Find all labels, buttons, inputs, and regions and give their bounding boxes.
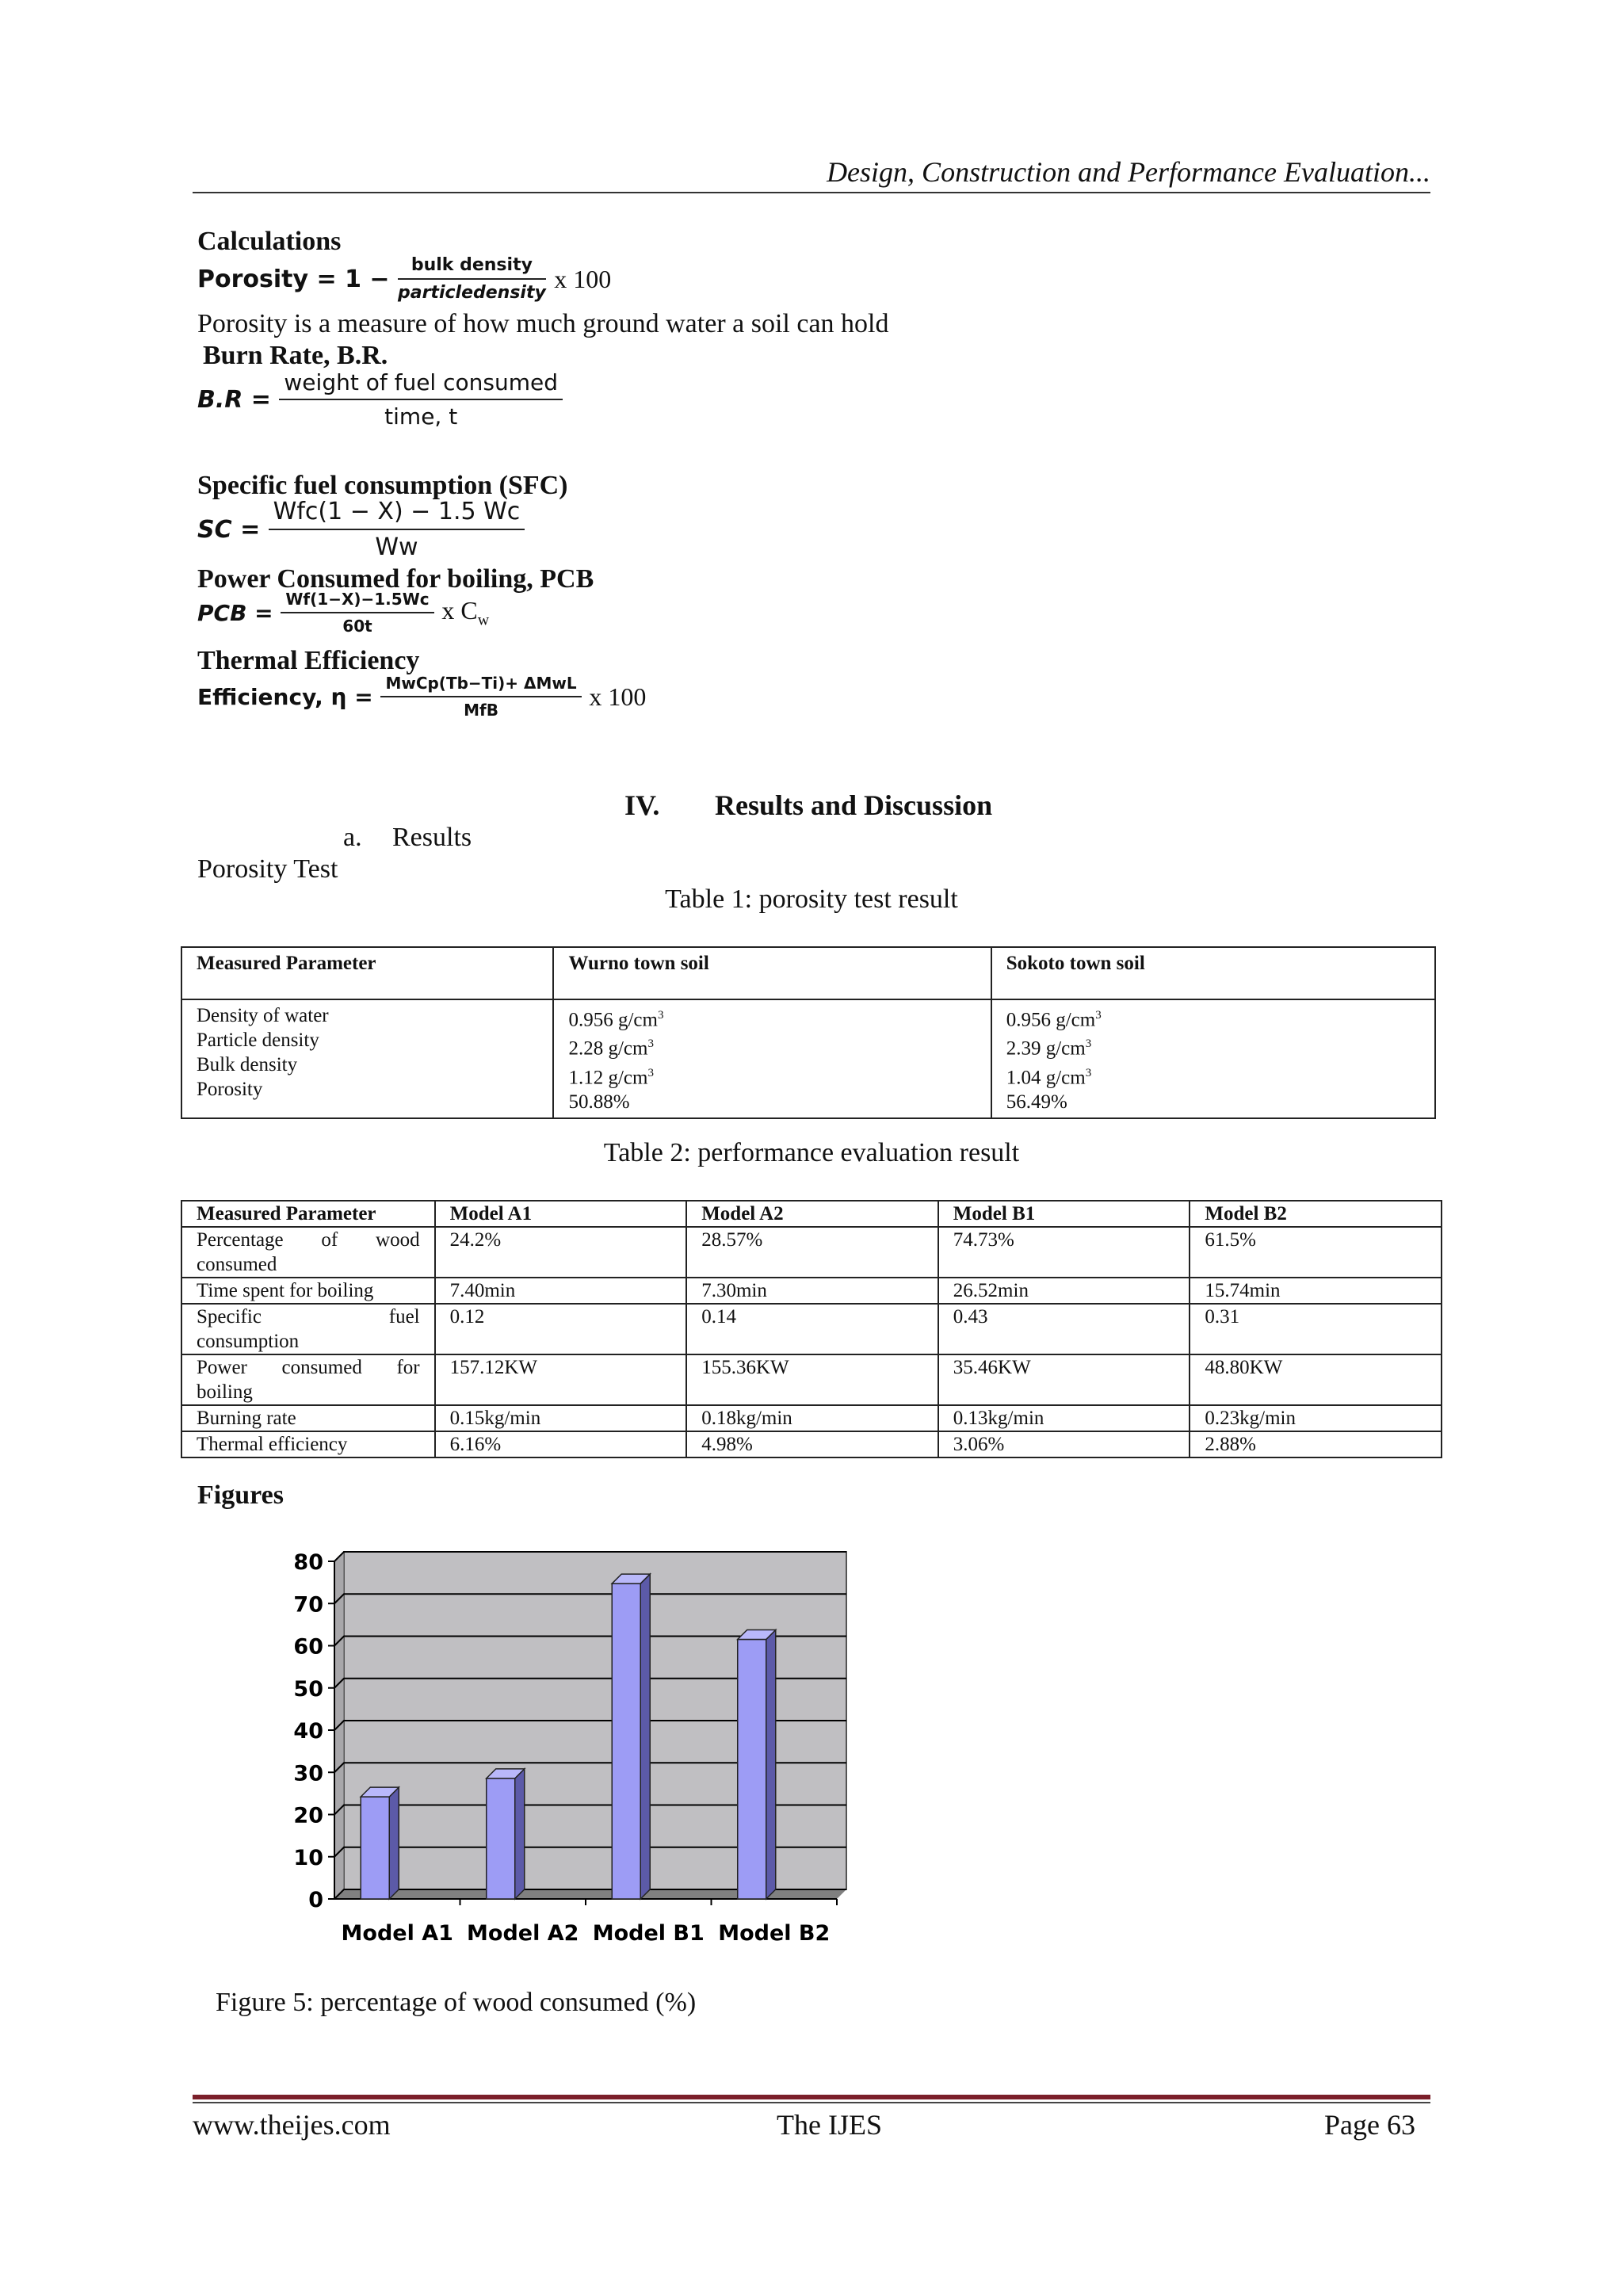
wurno-porosity: 50.88% xyxy=(568,1091,630,1113)
table-row xyxy=(181,1278,1442,1304)
sfc-numerator: Wfc(1 − X) − 1.5 Wc xyxy=(269,498,525,530)
cell: 24.2% xyxy=(435,1227,687,1278)
cell: 7.40min xyxy=(435,1278,687,1304)
sfc-fraction xyxy=(269,498,525,561)
efficiency-tail: x 100 xyxy=(589,682,647,711)
x-tick-label: Model B1 xyxy=(592,1921,705,1946)
table1-params-cell xyxy=(181,999,553,1118)
param-density-water: Density of water xyxy=(197,1005,329,1026)
subsection-label: a. xyxy=(343,823,362,852)
efficiency-equation xyxy=(197,674,646,720)
porosity-note: Porosity is a measure of how much ground water a soil can hold xyxy=(197,309,889,338)
figures-heading: Figures xyxy=(197,1480,284,1510)
figure-caption: Figure 5: percentage of wood consumed (%) xyxy=(216,1988,697,2017)
footer-rule-thin xyxy=(193,2102,1430,2103)
efficiency-numerator: MwCp(Tb−Ti)+ ΔMwL xyxy=(380,674,581,697)
footer-journal: The IJES xyxy=(777,2109,882,2141)
cell: 0.14 xyxy=(686,1304,938,1354)
row-label: Percentage of wood consumed xyxy=(181,1227,435,1278)
y-tick-label: 30 xyxy=(293,1761,323,1786)
porosity-fraction xyxy=(398,255,546,303)
efficiency-denominator: MfB xyxy=(464,701,498,720)
sokoto-density-water: 0.956 $g/cm^3$ xyxy=(1006,1009,1102,1031)
efficiency-lhs: Efficiency, η = xyxy=(197,683,373,710)
table1-caption: Table 1: porosity test result xyxy=(665,884,958,914)
calculations-heading: Calculations xyxy=(197,227,342,256)
row-label: Power consumed for boiling xyxy=(181,1354,435,1405)
burn-rate-lhs: B.R = xyxy=(197,385,271,414)
table1-header-row xyxy=(181,947,1435,999)
efficiency-fraction xyxy=(380,674,581,720)
table1-body-row xyxy=(181,999,1435,1118)
cell: 0.43 xyxy=(938,1304,1190,1354)
burn-rate-equation xyxy=(197,369,563,430)
footer-website: www.theijes.com xyxy=(193,2109,391,2141)
porosity-numerator: bulk density xyxy=(398,255,546,280)
wurno-particle-density: 2.28 $g/cm^3$ xyxy=(568,1037,654,1060)
sfc-lhs: SC = xyxy=(197,515,261,544)
table2-caption: Table 2: performance evaluation result xyxy=(603,1138,1020,1167)
pcb-heading: Power Consumed for boiling, PCB xyxy=(197,564,594,594)
bar xyxy=(487,1778,515,1899)
performance-table xyxy=(181,1200,1442,1458)
table2-header-row xyxy=(181,1201,1442,1227)
table-row xyxy=(181,1431,1442,1457)
subsection-title: Results xyxy=(392,823,472,852)
burn-rate-denominator: time, t xyxy=(384,403,458,430)
cell: 3.06% xyxy=(938,1431,1190,1457)
pcb-denominator: 60t xyxy=(342,617,372,636)
cell: 2.88% xyxy=(1190,1431,1442,1457)
footer-page-number: Page 63 xyxy=(1324,2109,1415,2141)
pcb-tail-text: x C xyxy=(441,595,478,625)
section-title: Results and Discussion xyxy=(715,789,993,821)
table2-header-a1: Model A1 xyxy=(435,1201,687,1227)
param-porosity: Porosity xyxy=(197,1079,263,1100)
burn-rate-numerator: weight of fuel consumed xyxy=(279,369,563,400)
cell: 26.52min xyxy=(938,1278,1190,1304)
y-tick-label: 10 xyxy=(293,1845,323,1870)
y-tick-label: 60 xyxy=(293,1634,323,1660)
table-row xyxy=(181,1354,1442,1405)
row-label: Thermal efficiency xyxy=(181,1431,435,1457)
pcb-numerator: Wf(1−X)−1.5Wc xyxy=(281,590,433,613)
y-tick-label: 80 xyxy=(293,1550,323,1575)
pcb-tail xyxy=(441,596,489,629)
row-label: Burning rate xyxy=(181,1405,435,1431)
bar-side xyxy=(515,1769,525,1899)
cell: 74.73% xyxy=(938,1227,1190,1278)
cell: 0.18kg/min xyxy=(686,1405,938,1431)
cell: 0.31 xyxy=(1190,1304,1442,1354)
x-tick-label: Model A2 xyxy=(467,1921,579,1946)
sokoto-particle-density: 2.39 $g/cm^3$ xyxy=(1006,1037,1092,1060)
y-tick-label: 50 xyxy=(293,1676,323,1702)
bar-side xyxy=(766,1630,776,1899)
pcb-tail-sub: w xyxy=(477,611,490,629)
table-row xyxy=(181,1405,1442,1431)
section-number: IV. xyxy=(624,789,660,821)
table1-header-parameter: Measured Parameter xyxy=(181,947,553,999)
bar-side xyxy=(640,1574,650,1899)
sfc-equation xyxy=(197,498,525,561)
bar-side xyxy=(389,1787,399,1899)
cell: 0.15kg/min xyxy=(435,1405,687,1431)
porosity-table xyxy=(181,946,1436,1119)
x-tick-label: Model A1 xyxy=(341,1921,453,1946)
pcb-equation xyxy=(197,590,489,636)
cell: 0.13kg/min xyxy=(938,1405,1190,1431)
cell: 0.12 xyxy=(435,1304,687,1354)
cell: 15.74min xyxy=(1190,1278,1442,1304)
table2-header-b2: Model B2 xyxy=(1190,1201,1442,1227)
cell: 61.5% xyxy=(1190,1227,1442,1278)
table-row xyxy=(181,1304,1442,1354)
cell: 6.16% xyxy=(435,1431,687,1457)
table2-header-b1: Model B1 xyxy=(938,1201,1190,1227)
table-row xyxy=(181,1227,1442,1278)
cell: 48.80KW xyxy=(1190,1354,1442,1405)
porosity-tail: x 100 xyxy=(554,264,612,293)
burn-rate-fraction xyxy=(279,369,563,430)
table2-header-parameter: Measured Parameter xyxy=(181,1201,435,1227)
cell: 0.23kg/min xyxy=(1190,1405,1442,1431)
sfc-heading: Specific fuel consumption (SFC) xyxy=(197,471,568,500)
cell: 28.57% xyxy=(686,1227,938,1278)
sokoto-bulk-density: 1.04 $g/cm^3$ xyxy=(1006,1066,1092,1088)
row-label: Time spent for boiling xyxy=(181,1278,435,1304)
wurno-density-water: 0.956 $g/cm^3$ xyxy=(568,1009,664,1031)
y-tick-label: 0 xyxy=(308,1888,323,1912)
x-tick-label: Model B2 xyxy=(718,1921,831,1946)
table2-header-a2: Model A2 xyxy=(686,1201,938,1227)
porosity-lhs: Porosity = 1 − xyxy=(197,265,390,293)
sokoto-porosity: 56.49% xyxy=(1006,1091,1067,1113)
wurno-bulk-density: 1.12 $g/cm^3$ xyxy=(568,1066,654,1088)
porosity-test-heading: Porosity Test xyxy=(197,854,338,884)
footer-rule xyxy=(193,2095,1430,2099)
porosity-equation xyxy=(197,255,611,303)
cell: 35.46KW xyxy=(938,1354,1190,1405)
y-tick-label: 20 xyxy=(293,1803,323,1828)
table1-header-wurno: Wurno town soil xyxy=(553,947,991,999)
porosity-denominator: particledensity xyxy=(397,283,546,303)
header-rule xyxy=(193,192,1430,193)
y-tick-label: 70 xyxy=(293,1592,323,1618)
burn-rate-heading: Burn Rate, B.R. xyxy=(203,341,388,370)
bar xyxy=(612,1584,640,1899)
running-title: Design, Construction and Performance Evaluation... xyxy=(827,156,1430,188)
wood-consumed-bar-chart xyxy=(269,1538,872,1966)
cell: 7.30min xyxy=(686,1278,938,1304)
param-bulk-density: Bulk density xyxy=(197,1054,298,1075)
pcb-fraction xyxy=(281,590,433,636)
param-particle-density: Particle density xyxy=(197,1030,319,1051)
y-tick-label: 40 xyxy=(293,1719,323,1744)
row-label: Specific fuel consumption xyxy=(181,1304,435,1354)
bar xyxy=(738,1640,766,1899)
cell: 155.36KW xyxy=(686,1354,938,1405)
table1-wurno-cell xyxy=(553,999,991,1118)
efficiency-heading: Thermal Efficiency xyxy=(197,646,420,675)
table1-header-sokoto: Sokoto town soil xyxy=(991,947,1435,999)
pcb-lhs: PCB = xyxy=(197,599,273,626)
cell: 4.98% xyxy=(686,1431,938,1457)
sfc-denominator: Ww xyxy=(375,533,418,561)
table1-sokoto-cell xyxy=(991,999,1435,1118)
cell: 157.12KW xyxy=(435,1354,687,1405)
bar xyxy=(361,1797,389,1899)
